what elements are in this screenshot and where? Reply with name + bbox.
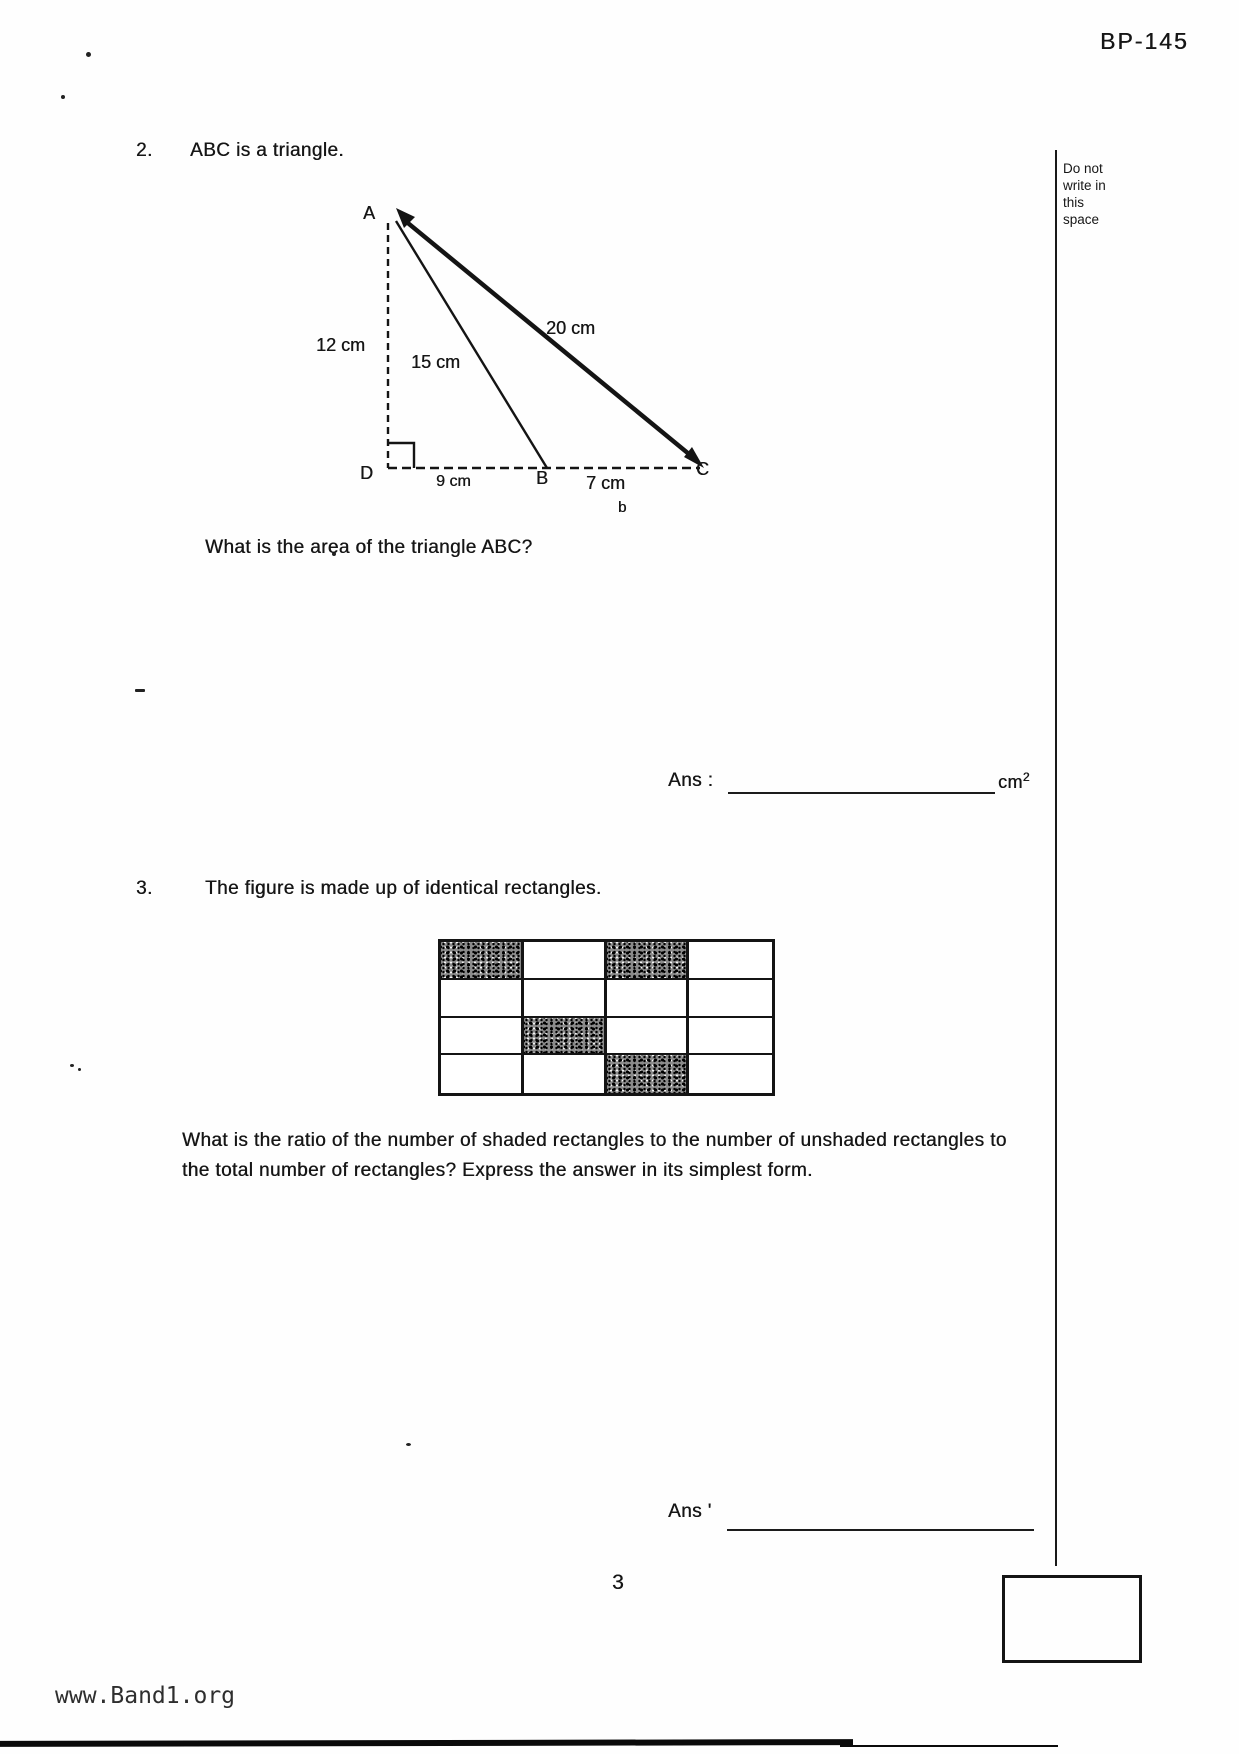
q3-statement: The figure is made up of identical rectangles. [205, 878, 602, 899]
q3-number: 3. [136, 878, 153, 899]
scan-edge-bar [840, 1745, 1058, 1747]
figure-cell-shaded [607, 942, 690, 980]
scan-speck [135, 689, 145, 692]
q3-answer-blank [727, 1528, 1034, 1531]
triangle-diagram [280, 185, 750, 535]
figure-cell-shaded [524, 1018, 607, 1056]
figure-cell [441, 980, 524, 1018]
q2-answer-blank [728, 791, 995, 794]
figure-cell [524, 980, 607, 1018]
figure-cell [441, 1018, 524, 1056]
figure-cell [441, 1055, 524, 1093]
figure-cell [689, 1018, 772, 1056]
q2-number: 2. [136, 140, 153, 161]
vertex-a-label: A [363, 203, 376, 223]
margin-rule-line [1055, 150, 1057, 1566]
figure-cell [524, 942, 607, 980]
vertex-d-label: D [360, 463, 373, 483]
figure-cell [689, 980, 772, 1018]
unit-text: cm [998, 772, 1023, 792]
figure-cell [689, 1055, 772, 1093]
figure-cell [689, 942, 772, 980]
q3-question: What is the ratio of the number of shaded rectangles to the number of unshaded rectangles to the total number of rectangles? Express the answer in its simplest form. [182, 1130, 1007, 1181]
vertex-b-label: B [536, 468, 549, 488]
margin-note-line: Do not [1063, 161, 1103, 176]
scan-speck [70, 1064, 74, 1067]
figure-cell-shaded [441, 942, 524, 980]
page-number: 3 [612, 1571, 625, 1594]
unit-exponent: 2 [1022, 770, 1030, 784]
footer-url: www.Band1.org [55, 1683, 236, 1709]
scan-speck [78, 1068, 81, 1071]
margin-note-line: write in [1063, 178, 1106, 193]
page-header-code: BP-145 [1100, 28, 1189, 54]
triangle-drawing [280, 185, 750, 535]
score-box [1002, 1575, 1142, 1663]
side-ac-length: 20 cm [546, 318, 596, 338]
scan-speck [86, 52, 91, 57]
scan-speck [406, 1443, 411, 1446]
q2-statement: ABC is a triangle. [190, 140, 344, 161]
q2-question: What is the area of the triangle ABC? [205, 537, 533, 558]
rectangles-figure [438, 939, 775, 1096]
margin-note-line: space [1063, 212, 1100, 227]
margin-note [1063, 160, 1106, 228]
scan-speck [61, 95, 65, 99]
vertex-c-label: C [696, 459, 709, 479]
q2-answer-label: Ans : [668, 770, 714, 791]
side-ab-length: 15 cm [411, 352, 461, 372]
side-ad-length: 12 cm [316, 335, 366, 355]
q3-answer-label: Ans ' [668, 1501, 712, 1522]
scan-edge-bar [0, 1739, 853, 1747]
figure-cell-shaded [607, 1055, 690, 1093]
q2-answer-unit [998, 770, 1030, 793]
base-db-length: 9 cm [436, 473, 471, 490]
stray-mark: b [618, 499, 627, 516]
figure-cell [607, 1018, 690, 1056]
base-bc-length: 7 cm [586, 473, 626, 493]
figure-cell [607, 980, 690, 1018]
margin-note-line: this [1063, 195, 1085, 210]
figure-cell [524, 1055, 607, 1093]
